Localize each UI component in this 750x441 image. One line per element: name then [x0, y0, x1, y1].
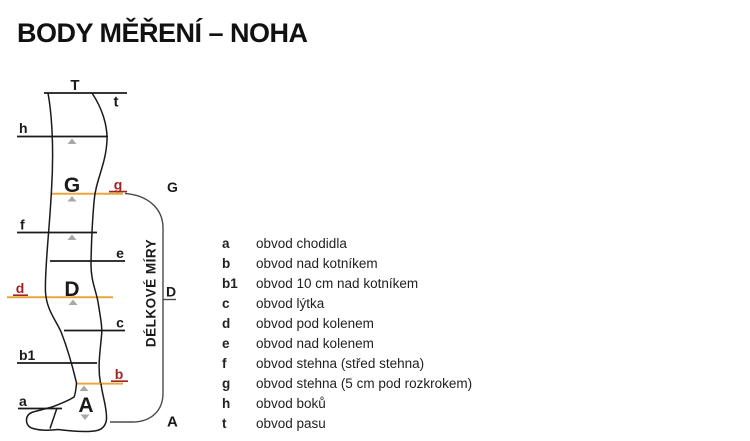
- legend-key: f: [222, 356, 227, 371]
- legend-key: c: [222, 296, 230, 311]
- legend-key: b: [222, 256, 231, 271]
- legend-key: a: [222, 236, 230, 251]
- marker-triangle-h: [68, 139, 77, 145]
- legend-text: obvod boků: [256, 396, 326, 411]
- legend-row: [222, 234, 552, 254]
- legend-key: e: [222, 336, 230, 351]
- legend-row: [222, 314, 552, 334]
- label-t: t: [113, 93, 119, 111]
- label-d: d: [15, 280, 25, 296]
- legend-key: h: [222, 396, 231, 411]
- legend-text: obvod nad kolenem: [256, 336, 374, 351]
- legend-row: [222, 294, 552, 314]
- legend-key: t: [222, 416, 227, 431]
- legend-row: [222, 394, 552, 414]
- legend-text: obvod pasu: [256, 416, 326, 431]
- legend-row: [222, 354, 552, 374]
- legend-row: [222, 274, 552, 294]
- label-e: e: [116, 245, 124, 261]
- bracket-label-A: A: [167, 413, 178, 431]
- legend-text: obvod lýtka: [256, 296, 325, 311]
- legend-row: [222, 254, 552, 274]
- legend-key: d: [222, 316, 231, 331]
- label-g: g: [113, 176, 123, 193]
- legend: [222, 234, 552, 434]
- leg-measurement-diagram: [0, 70, 210, 441]
- label-G: G: [63, 174, 81, 197]
- legend-row: [222, 374, 552, 394]
- toe-seam-line: [50, 408, 57, 429]
- legend-row: [222, 334, 552, 354]
- label-c: c: [116, 314, 124, 331]
- legend-text: obvod chodidla: [256, 236, 347, 251]
- label-T: T: [70, 77, 80, 94]
- legend-key: g: [222, 376, 231, 391]
- label-f: f: [20, 216, 25, 233]
- length-measures-label: DÉLKOVÉ MÍRY: [143, 238, 159, 348]
- marker-triangle-f: [68, 235, 77, 241]
- legend-key: b1: [222, 276, 238, 291]
- marker-triangle-b: [80, 386, 89, 392]
- label-h: h: [19, 120, 28, 136]
- page-title: BODY MĚŘENÍ – NOHA: [17, 18, 308, 48]
- label-D: D: [64, 278, 80, 301]
- legend-text: obvod nad kotníkem: [256, 256, 378, 271]
- legend-text: obvod pod kolenem: [256, 316, 374, 331]
- legend-text: obvod stehna (střed stehna): [256, 356, 425, 371]
- label-b: b: [114, 366, 124, 382]
- label-b1: b1: [19, 347, 36, 363]
- bracket-label-G: G: [167, 179, 178, 195]
- legend-text: obvod 10 cm nad kotníkem: [256, 276, 419, 291]
- bracket-label-D: D: [166, 283, 177, 300]
- foot-outline: [27, 383, 107, 431]
- legend-row: [222, 414, 552, 434]
- label-a: a: [19, 393, 27, 409]
- legend-text: obvod stehna (5 cm pod rozkrokem): [256, 376, 473, 391]
- label-A: A: [78, 394, 94, 417]
